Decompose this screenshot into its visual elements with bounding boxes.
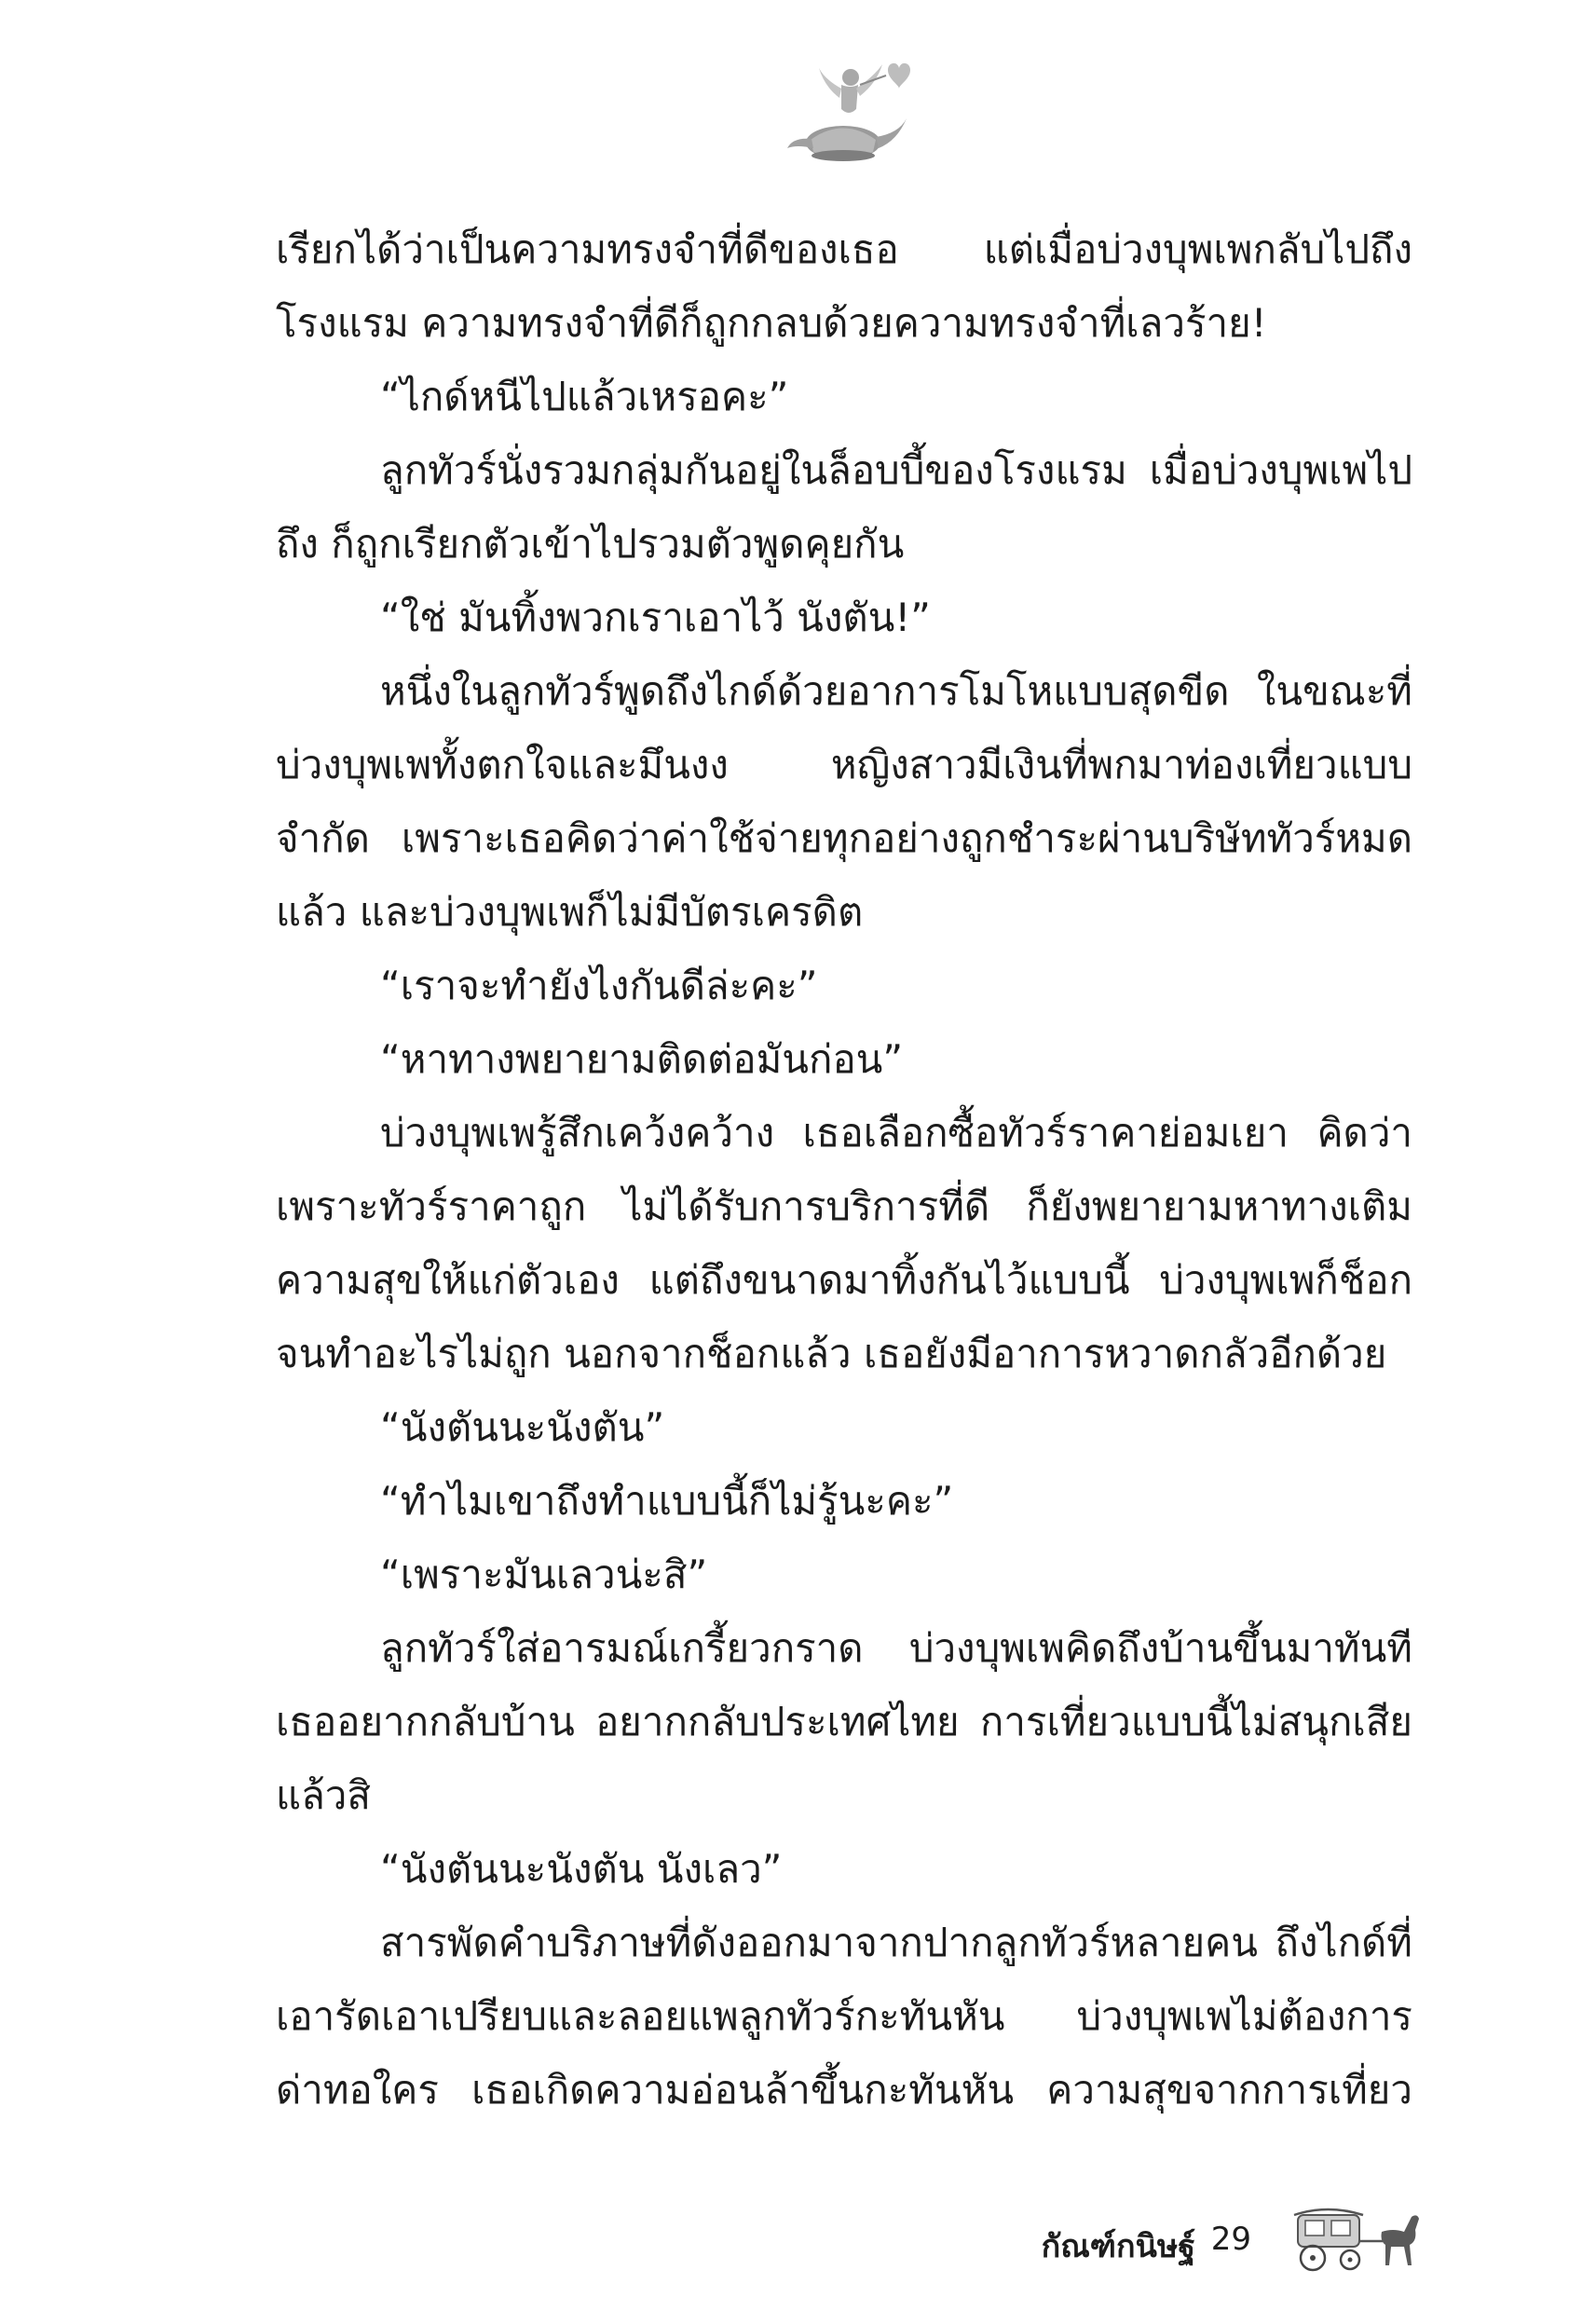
dialogue-line: “เราจะทำยังไงกันดีล่ะคะ” xyxy=(380,963,818,1008)
page-footer xyxy=(0,2204,1596,2288)
dialogue-line: “ใช่ มันทิ้งพวกเราเอาไว้ นังตัน!” xyxy=(380,595,931,640)
book-title: กัณฑ์กนิษฐ์ xyxy=(1041,2228,1195,2265)
dialogue-line: “ทำไมเขาถึงทำแบบนี้ก็ไม่รู้นะคะ” xyxy=(380,1478,954,1524)
teapot-cupid-ornament-icon xyxy=(759,51,918,172)
dialogue-line: “ไกด์หนีไปแล้วเหรอคะ” xyxy=(380,374,789,419)
paragraph: บ่วงบุพเพรู้สึกเคว้งคว้าง เธอเลือกซื้อทัวร์ราคาย่อมเยา คิดว่าเพราะทัวร์ราคาถูก ไม่ได้รับการบริการที่ดี ก็ยังพยายามหาทางเติมความสุขให้แก่ตัวเอง แต่ถึงขนาดมาทิ้งกันไว้แบบนี้ บ่วงบุพเพก็ช็อกจนทำอะไรไม่ถูก นอกจากช็อกแล้ว เธอยังมีอาการหวาดกลัวอีกด้วย xyxy=(276,1110,1412,1376)
dialogue-line: “นังตันนะนังตัน นังเลว” xyxy=(380,1846,783,1892)
dialogue-line: “เพราะมันเลวน่ะสิ” xyxy=(380,1552,708,1597)
dialogue-line: “นังตันนะนังตัน” xyxy=(380,1404,665,1450)
horse-carriage-icon xyxy=(1290,2204,1425,2274)
dialogue-line: “หาทางพยายามติดต่อมันก่อน” xyxy=(380,1036,904,1082)
body-text xyxy=(276,212,1412,2126)
paragraph: เรียกได้ว่าเป็นความทรงจำที่ดีของเธอ แต่เมื่อบ่วงบุพเพกลับไปถึงโรงแรม ความทรงจำที่ดีก็ถูกกลบด้วยความทรงจำที่เลวร้าย! xyxy=(276,226,1412,346)
paragraph: ลูกทัวร์ใส่อารมณ์เกรี้ยวกราด บ่วงบุพเพคิดถึงบ้านขึ้นมาทันทีเธออยากกลับบ้าน อยากกลับประเทศไทย การเที่ยวแบบนี้ไม่สนุกเสียแล้วสิ xyxy=(276,1625,1412,1818)
paragraph: ลูกทัวร์นั่งรวมกลุ่มกันอยู่ในล็อบบี้ของโรงแรม เมื่อบ่วงบุพเพไปถึง ก็ถูกเรียกตัวเข้าไปรวมตัวพูดคุยกัน xyxy=(276,447,1412,567)
paragraph: สารพัดคำบริภาษที่ดังออกมาจากปากลูกทัวร์หลายคน ถึงไกด์ที่เอารัดเอาเปรียบและลอยแพลูกทัวร์กะทันหัน บ่วงบุพเพไม่ต้องการด่าทอใคร เธอเกิดความอ่อนล้าขึ้นกะทันหัน ความสุขจากการเที่ยว xyxy=(276,1920,1412,2113)
paragraph: หนึ่งในลูกทัวร์พูดถึงไกด์ด้วยอาการโมโหแบบสุดขีด ในขณะที่บ่วงบุพเพทั้งตกใจและมึนงง หญิงสาวมีเงินที่พกมาท่องเที่ยวแบบจำกัด เพราะเธอคิดว่าค่าใช้จ่ายทุกอย่างถูกชำระผ่านบริษัททัวร์หมดแล้ว และบ่วงบุพเพก็ไม่มีบัตรเครดิต xyxy=(276,668,1412,935)
page-number: 29 xyxy=(1210,2221,1251,2258)
